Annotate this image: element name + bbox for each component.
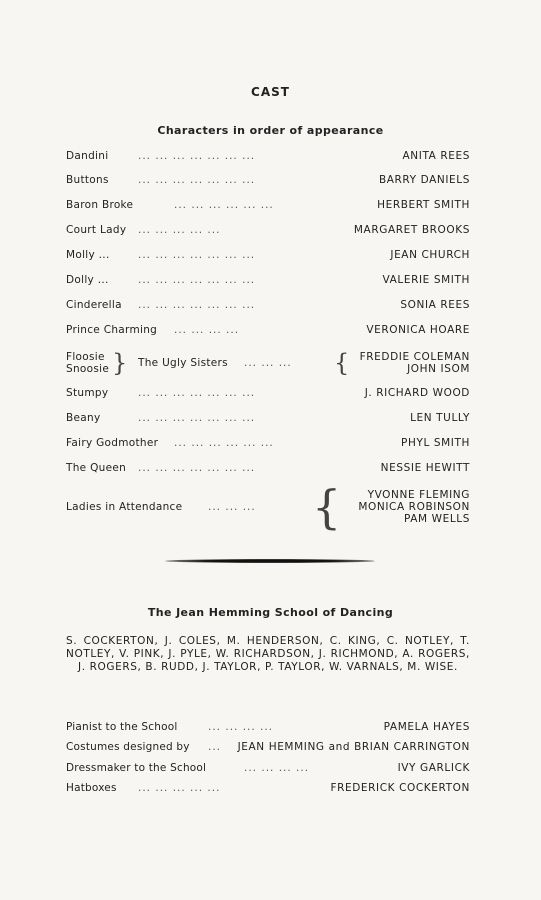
staff-row	[66, 782, 470, 798]
staff-row	[66, 721, 470, 737]
leader-dots: ... ... ... ... ...	[138, 782, 221, 794]
role-name: Ladies in Attendance	[66, 501, 183, 513]
leader-dots: ... ... ... ... ... ... ...	[138, 274, 256, 286]
role-name: Hatboxes	[66, 782, 117, 794]
role-name: Pianist to the School	[66, 721, 178, 733]
actor-name: VERONICA HOARE	[366, 324, 470, 336]
actor-name: FREDDIE COLEMAN	[359, 351, 470, 363]
cast-row	[66, 324, 470, 340]
actor-name: J. RICHARD WOOD	[364, 387, 470, 399]
right-brace-icon: }	[112, 349, 128, 377]
cast-row	[66, 412, 470, 428]
role-name: Dandini	[66, 150, 109, 162]
cast-row	[66, 174, 470, 190]
role-name: Snoosie	[66, 363, 110, 375]
actor-name: BARRY DANIELS	[378, 174, 470, 186]
attendance-row	[66, 480, 470, 534]
leader-dots: ... ... ... ... ... ... ...	[138, 412, 256, 424]
staff-row	[66, 762, 470, 778]
role-name: Costumes designed by	[66, 741, 190, 753]
actor-name: ANITA REES	[402, 150, 470, 162]
role-name: The Queen	[66, 462, 127, 474]
left-brace-icon: {	[334, 349, 350, 377]
actor-stack	[358, 489, 470, 525]
leader-dots: ...	[208, 741, 222, 753]
role-name: Baron Broke	[66, 199, 134, 211]
actor-name: PHYL SMITH	[401, 437, 470, 449]
actor-name: JOHN ISOM	[407, 363, 470, 375]
cast-row	[66, 199, 470, 215]
role-name: Buttons	[66, 174, 109, 186]
actor-name: IVY GARLICK	[397, 762, 470, 774]
cast-row	[66, 387, 470, 403]
leader-dots: ... ... ... ... ... ...	[174, 199, 274, 211]
actor-name: NESSIE HEWITT	[380, 462, 470, 474]
cast-row	[66, 299, 470, 315]
actor-name: YVONNE FLEMING	[367, 489, 470, 501]
actor-name: MARGARET BROOKS	[353, 224, 470, 236]
section-divider	[165, 559, 375, 563]
role-name: Dolly ...	[66, 274, 109, 286]
actor-name: JEAN CHURCH	[390, 249, 470, 261]
leader-dots: ... ... ... ... ... ... ...	[138, 387, 256, 399]
cast-row	[66, 274, 470, 290]
actor-stack	[360, 351, 470, 375]
role-name: Beany	[66, 412, 101, 424]
dancer-list: S. COCKERTON, J. COLES, M. HENDERSON, C. KING, C. NOTLEY, T. NOTLEY, V. PINK, J. PYLE, W. RICHARDSON, J. RICHMOND, A. ROGERS, J. ROGERS, B. RUDD, J. TAYLOR, P. TAYLOR, W. VARNALS, M. WISE.	[66, 635, 470, 673]
ugly-sisters-row	[66, 350, 470, 378]
cast-row	[66, 150, 470, 166]
actor-name: SONIA REES	[400, 299, 470, 311]
leader-dots: ... ... ...	[244, 357, 292, 369]
cast-row	[66, 437, 470, 453]
actor-name: HERBERT SMITH	[377, 199, 470, 211]
leader-dots: ... ... ... ... ... ... ...	[138, 299, 256, 311]
cast-row	[66, 224, 470, 240]
role-name: Stumpy	[66, 387, 109, 399]
actor-name: FREDERICK COCKERTON	[330, 782, 470, 794]
role-name: Floosie	[66, 351, 105, 363]
leader-dots: ... ... ... ... ... ... ...	[138, 249, 256, 261]
leader-dots: ... ... ... ...	[244, 762, 310, 774]
cast-subheading: Characters in order of appearance	[157, 124, 384, 137]
leader-dots: ... ... ... ... ... ... ...	[138, 150, 256, 162]
leader-dots: ... ... ... ...	[208, 721, 274, 733]
cast-heading: CAST	[251, 85, 290, 99]
leader-dots: ... ... ...	[208, 501, 256, 513]
cast-row	[66, 462, 470, 478]
role-name: Molly ...	[66, 249, 110, 261]
actor-name: PAM WELLS	[403, 513, 470, 525]
role-name: Dressmaker to the School	[66, 762, 207, 774]
actor-name: MONICA ROBINSON	[358, 501, 470, 513]
actor-name: JEAN HEMMING and BRIAN CARRINGTON	[237, 741, 470, 753]
group-description: The Ugly Sisters	[138, 357, 228, 369]
left-brace-icon: {	[312, 480, 342, 534]
actor-name: LEN TULLY	[410, 412, 470, 424]
role-name: Fairy Godmother	[66, 437, 159, 449]
leader-dots: ... ... ... ...	[174, 324, 240, 336]
leader-dots: ... ... ... ... ... ... ...	[138, 462, 256, 474]
actor-name: PAMELA HAYES	[383, 721, 470, 733]
staff-row	[66, 741, 470, 757]
leader-dots: ... ... ... ... ... ... ...	[138, 174, 256, 186]
school-title: The Jean Hemming School of Dancing	[147, 606, 394, 619]
leader-dots: ... ... ... ... ... ...	[174, 437, 274, 449]
role-name: Cinderella	[66, 299, 122, 311]
leader-dots: ... ... ... ... ...	[138, 224, 221, 236]
actor-name: VALERIE SMITH	[382, 274, 470, 286]
cast-row	[66, 249, 470, 265]
role-name: Court Lady	[66, 224, 127, 236]
role-name: Prince Charming	[66, 324, 158, 336]
